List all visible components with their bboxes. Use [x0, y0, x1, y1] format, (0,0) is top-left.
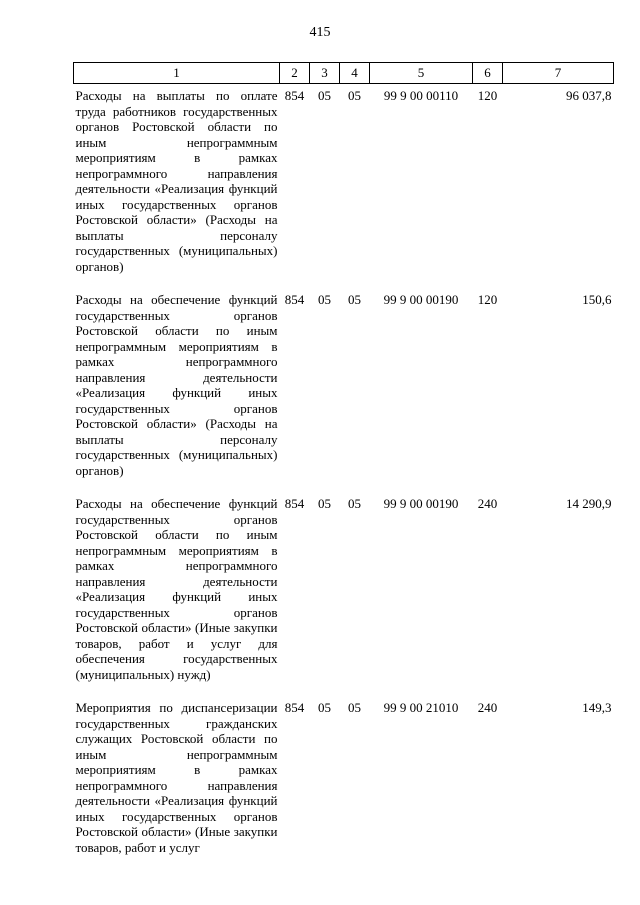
row-expense-type: 240: [477, 496, 498, 511]
row-section: 05: [318, 88, 331, 103]
table-row: [74, 696, 614, 869]
header-row: [74, 63, 614, 84]
row-amount: 96 037,8: [566, 88, 612, 103]
row-section: 05: [318, 496, 331, 511]
table-body: [74, 84, 614, 870]
row-description: Расходы на обеспечение функций государственных органов Ростовской области по иным непрограммным мероприятиям в рамках непрограммного направления деятельности «Реализация функций иных государственных органов Ростовской области» (Иные закупки товаров, работ и услуг для обеспечения государственных (муниципальных) нужд): [75, 496, 278, 682]
table-header: [74, 63, 614, 84]
row-expense-type: 120: [477, 292, 498, 307]
row-subsection: 05: [348, 700, 361, 715]
row-ministry: 854: [284, 88, 305, 103]
row-ministry: 854: [284, 496, 305, 511]
budget-table: [73, 62, 614, 869]
row-amount: 150,6: [582, 292, 612, 307]
row-section: 05: [318, 292, 331, 307]
header-col-6: 6: [473, 63, 503, 84]
header-col-3: 3: [310, 63, 340, 84]
header-col-5: 5: [370, 63, 473, 84]
page-number: 415: [309, 25, 331, 40]
row-amount: 149,3: [582, 700, 612, 715]
row-ministry: 854: [284, 292, 305, 307]
table-row: [74, 84, 614, 289]
row-description: Мероприятия по диспансеризации государственных гражданских служащих Ростовской области по иным непрограммным мероприятиям в рамках непрограммного направления деятельности «Реализация функций иных государственных органов Ростовской области» (Иные закупки товаров, работ и услуг: [75, 700, 278, 855]
row-expense-type: 120: [477, 88, 498, 103]
row-subsection: 05: [348, 292, 361, 307]
row-description: Расходы на обеспечение функций государственных органов Ростовской области по иным непрограммным мероприятиям в рамках непрограммного направления деятельности «Реализация функций иных государственных органов Ростовской области» (Расходы на выплаты персоналу государственных (муниципальных) органов): [75, 292, 278, 478]
row-target-article: 99 9 00 21010: [383, 700, 459, 715]
row-amount: 14 290,9: [566, 496, 612, 511]
row-section: 05: [318, 700, 331, 715]
header-col-2: 2: [280, 63, 310, 84]
header-col-7: 7: [503, 63, 614, 84]
row-target-article: 99 9 00 00190: [383, 496, 459, 511]
row-description: Расходы на выплаты по оплате труда работников государственных органов Ростовской области по иным непрограммным мероприятиям в рамках непрограммного направления деятельности «Реализация функций иных государственных органов Ростовской области» (Расходы на выплаты персоналу государственных (муниципальных) органов): [75, 88, 278, 274]
row-expense-type: 240: [477, 700, 498, 715]
row-subsection: 05: [348, 88, 361, 103]
row-target-article: 99 9 00 00110: [383, 88, 459, 103]
row-target-article: 99 9 00 00190: [383, 292, 459, 307]
row-ministry: 854: [284, 700, 305, 715]
header-col-1: 1: [74, 63, 280, 84]
table-row: [74, 492, 614, 696]
header-col-4: 4: [340, 63, 370, 84]
table-row: [74, 288, 614, 492]
row-subsection: 05: [348, 496, 361, 511]
